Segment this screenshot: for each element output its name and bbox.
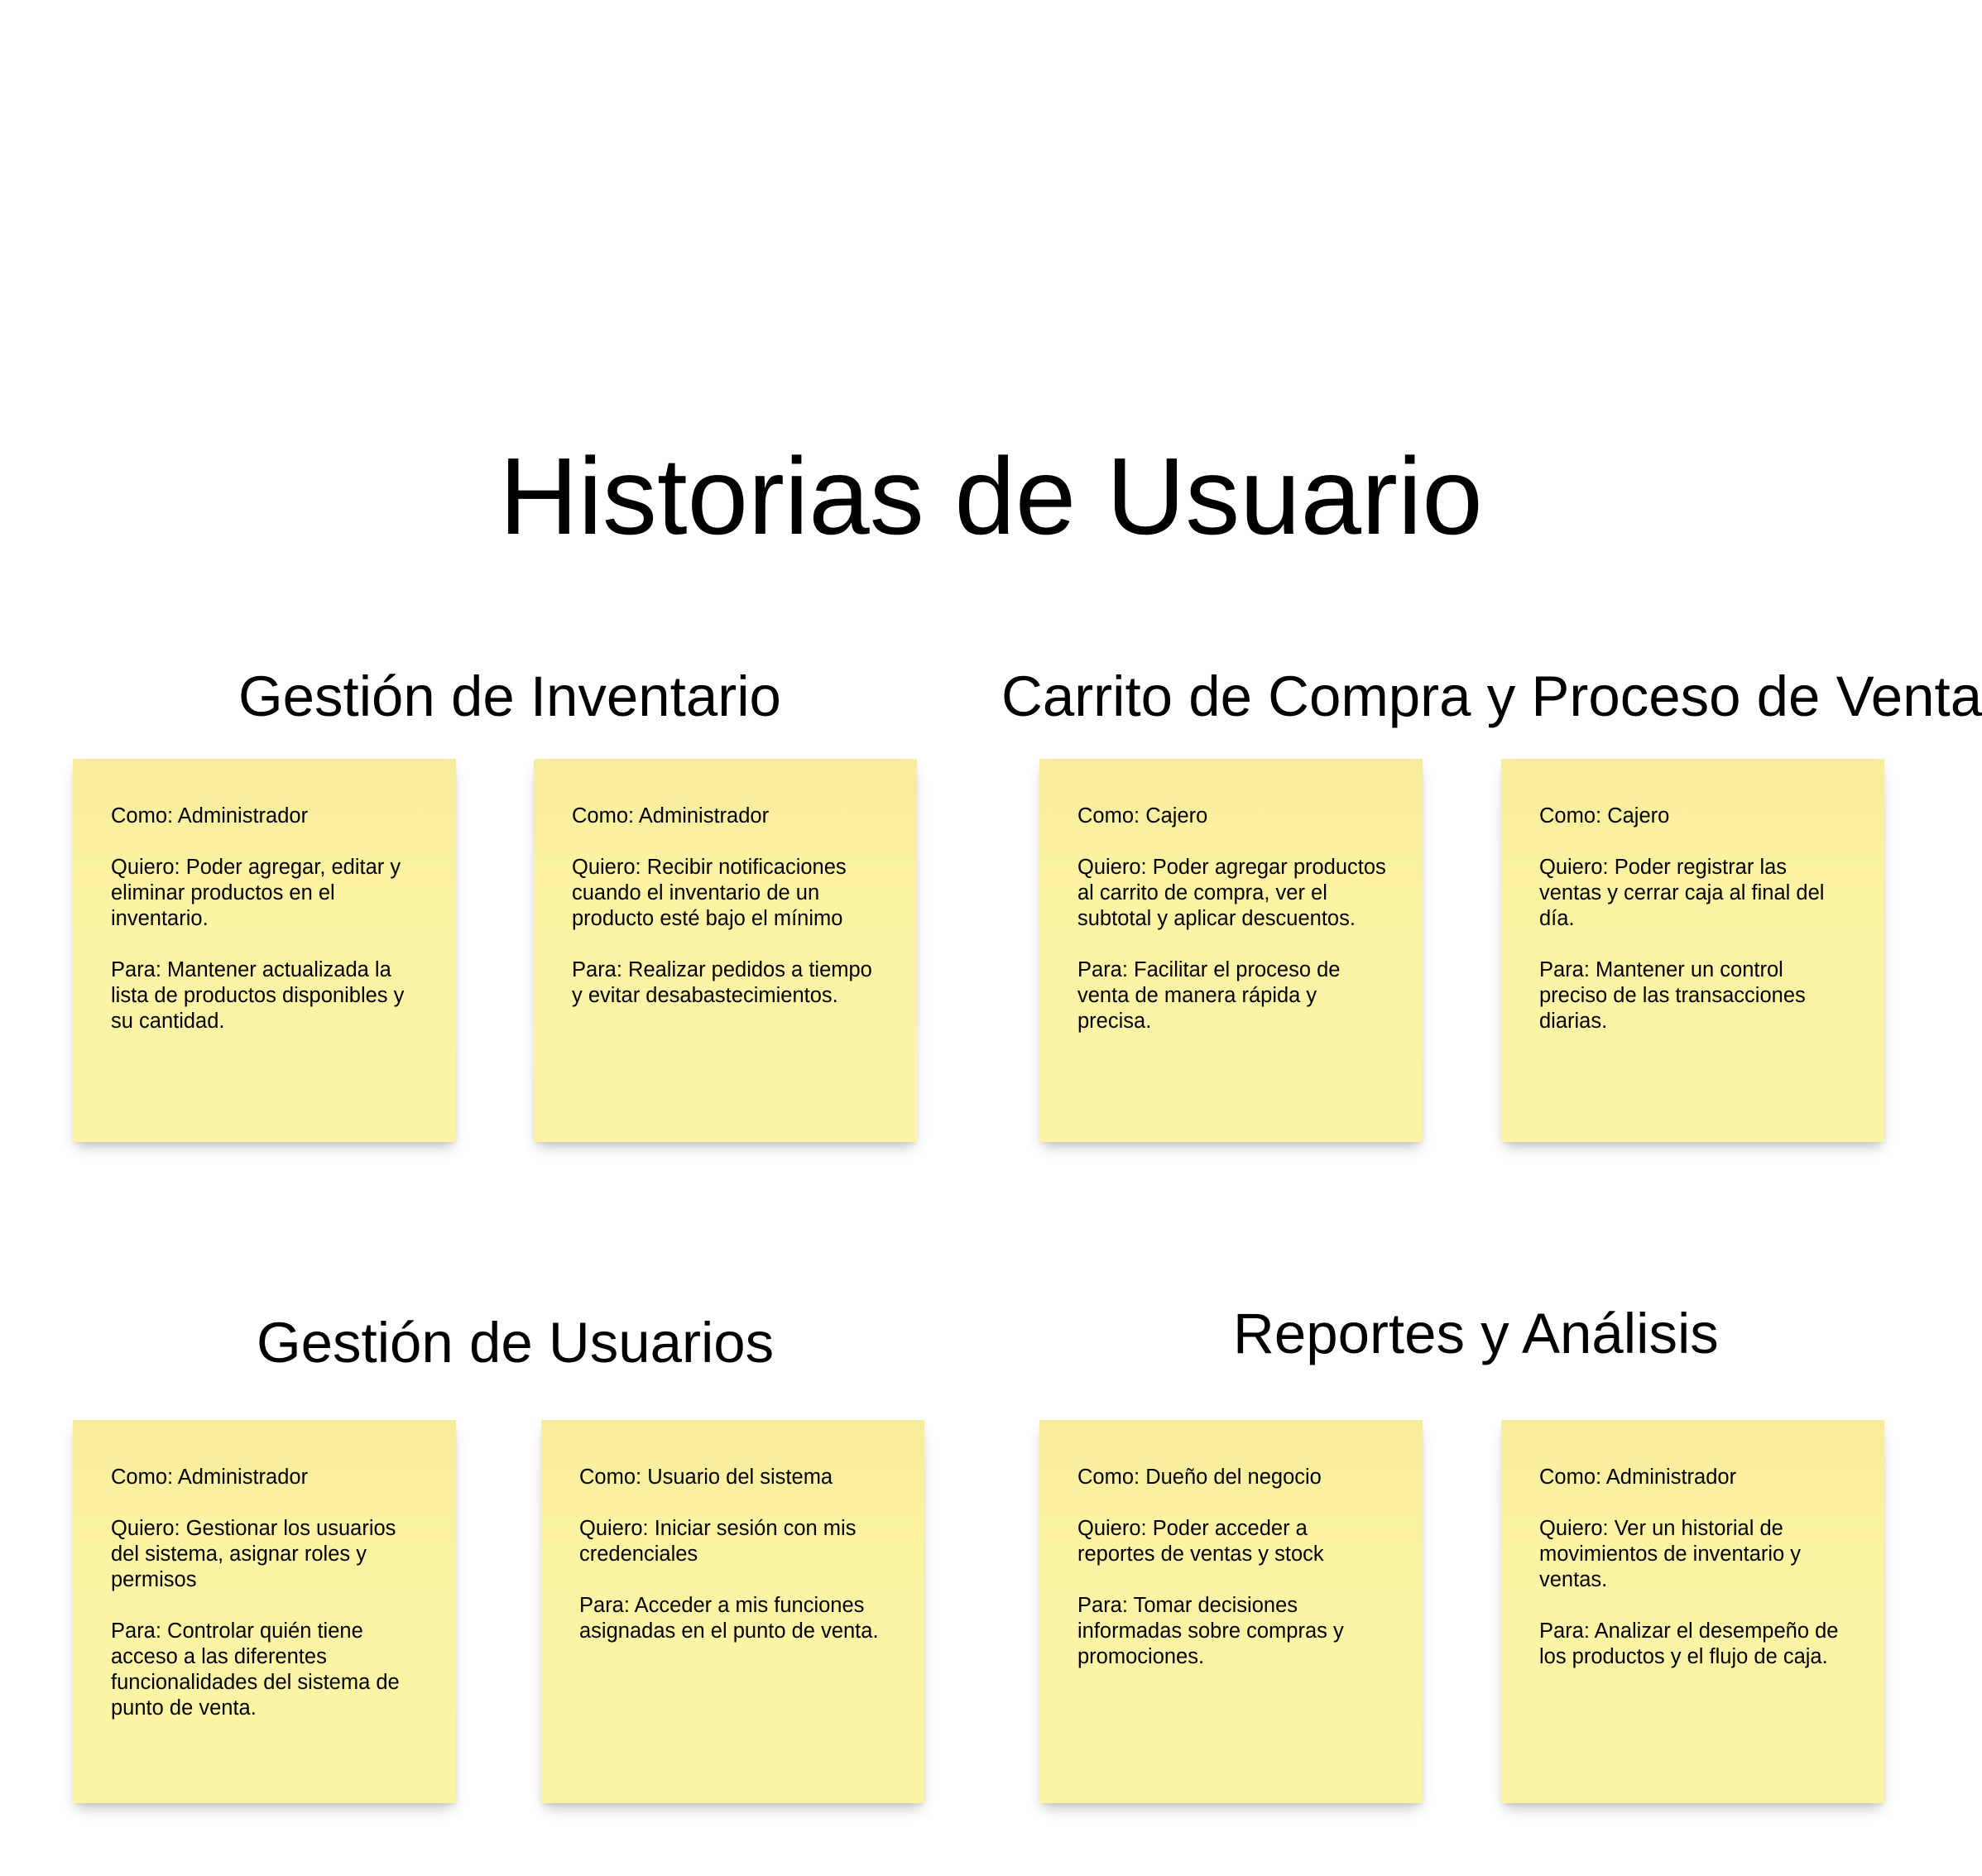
sticky-note[interactable] (541, 1420, 924, 1803)
sticky-note[interactable] (534, 759, 917, 1142)
note-quiero: Quiero: Iniciar sesión con mis credenciales (579, 1517, 857, 1566)
note-quiero: Quiero: Poder acceder a reportes de ventas y stock (1077, 1517, 1324, 1566)
note-como: Como: Usuario del sistema (579, 1466, 833, 1489)
board-title: Historias de Usuario (499, 435, 1483, 557)
note-para: Para: Realizar pedidos a tiempo y evitar desabastecimientos. (572, 958, 872, 1007)
section-title-usuarios: Gestión de Usuarios (257, 1311, 775, 1375)
note-quiero: Quiero: Recibir notificaciones cuando el inventario de un producto esté bajo el mínimo (572, 856, 847, 930)
note-como: Como: Administrador (1539, 1466, 1737, 1489)
note-para: Para: Mantener un control preciso de las transacciones diarias. (1539, 958, 1806, 1033)
note-como: Como: Administrador (111, 804, 309, 828)
sticky-note[interactable] (73, 1420, 456, 1803)
note-para: Para: Facilitar el proceso de venta de manera rápida y precisa. (1077, 958, 1341, 1033)
note-para: Para: Controlar quién tiene acceso a las diferentes funcionalidades del sistema de punto de venta. (111, 1619, 400, 1720)
sticky-note[interactable] (73, 759, 456, 1142)
note-quiero: Quiero: Poder registrar las ventas y cerrar caja al final del día. (1539, 856, 1825, 930)
note-para: Para: Mantener actualizada la lista de productos disponibles y su cantidad. (111, 958, 405, 1033)
section-title-reportes: Reportes y Análisis (1233, 1302, 1719, 1365)
note-como: Como: Administrador (572, 804, 770, 828)
note-como: Como: Cajero (1539, 804, 1670, 828)
sticky-note[interactable] (1501, 1420, 1884, 1803)
note-quiero: Quiero: Poder agregar productos al carrito de compra, ver el subtotal y aplicar descuentos. (1077, 856, 1386, 930)
section-title-inventario: Gestión de Inventario (238, 665, 781, 728)
note-quiero: Quiero: Gestionar los usuarios del sistema, asignar roles y permisos (111, 1517, 396, 1591)
note-quiero: Quiero: Poder agregar, editar y eliminar productos en el inventario. (111, 856, 401, 930)
section-title-carrito: Carrito de Compra y Proceso de Venta (1001, 665, 1982, 728)
note-para: Para: Acceder a mis funciones asignadas en el punto de venta. (579, 1594, 879, 1643)
note-como: Como: Cajero (1077, 804, 1208, 828)
sticky-note[interactable] (1039, 1420, 1423, 1803)
note-para: Para: Analizar el desempeño de los productos y el flujo de caja. (1539, 1619, 1839, 1668)
note-como: Como: Dueño del negocio (1077, 1466, 1322, 1489)
note-para: Para: Tomar decisiones informadas sobre compras y promociones. (1077, 1594, 1344, 1668)
note-quiero: Quiero: Ver un historial de movimientos de inventario y ventas. (1539, 1517, 1802, 1591)
sticky-note[interactable] (1501, 759, 1884, 1142)
sticky-note[interactable] (1039, 759, 1423, 1142)
note-como: Como: Administrador (111, 1466, 309, 1489)
